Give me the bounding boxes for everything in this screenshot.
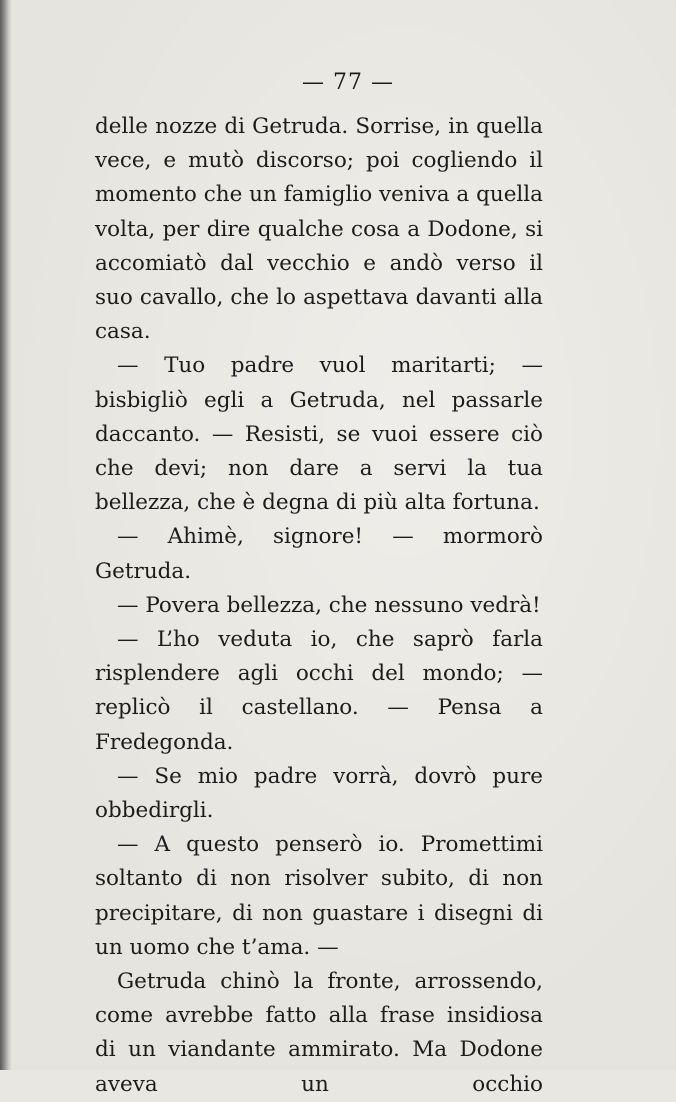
paragraph: Getruda chinò la fronte, arrossendo, come avrebbe fatto alla frase insidiosa di un viandante ammirato. Ma Dodone aveva un occhio xyxy=(95,969,543,1097)
paragraph: — Se mio padre vorrà, dovrò pure obbedirgli. xyxy=(95,763,543,824)
paragraph: — L’ho veduta io, che saprò farla risplendere agli occhi del mondo; — replicò il castellano. — Pensa a Fredegonda. xyxy=(95,627,543,755)
body-text xyxy=(95,110,543,1102)
paragraph: — Povera bellezza, che nessuno vedrà! xyxy=(117,592,541,618)
page-binding-shadow xyxy=(0,0,12,1070)
paragraph: — A questo penserò io. Promettimi soltanto di non risolver subito, di non precipitare, di non guastare i disegni di un uomo che t’ama. — xyxy=(95,832,543,960)
page-number: — 77 — xyxy=(302,70,394,95)
paragraph: — Tuo padre vuol maritarti; — bisbigliò egli a Getruda, nel passarle daccanto. — Resisti, se vuoi essere ciò che devi; non dare a servi la tua bellezza, che è degna di più alta fortuna. xyxy=(95,353,543,516)
paragraph: delle nozze di Getruda. Sorrise, in quella vece, e mutò discorso; poi cogliendo il momento che un famiglio veniva a quella volta, per dire qualche cosa a Dodone, si accomiatò dal vecchio e andò verso il suo cavallo, che lo aspettava davanti alla casa. xyxy=(95,114,543,345)
paragraph: — Ahimè, signore! — mormorò Getruda. xyxy=(95,524,543,584)
